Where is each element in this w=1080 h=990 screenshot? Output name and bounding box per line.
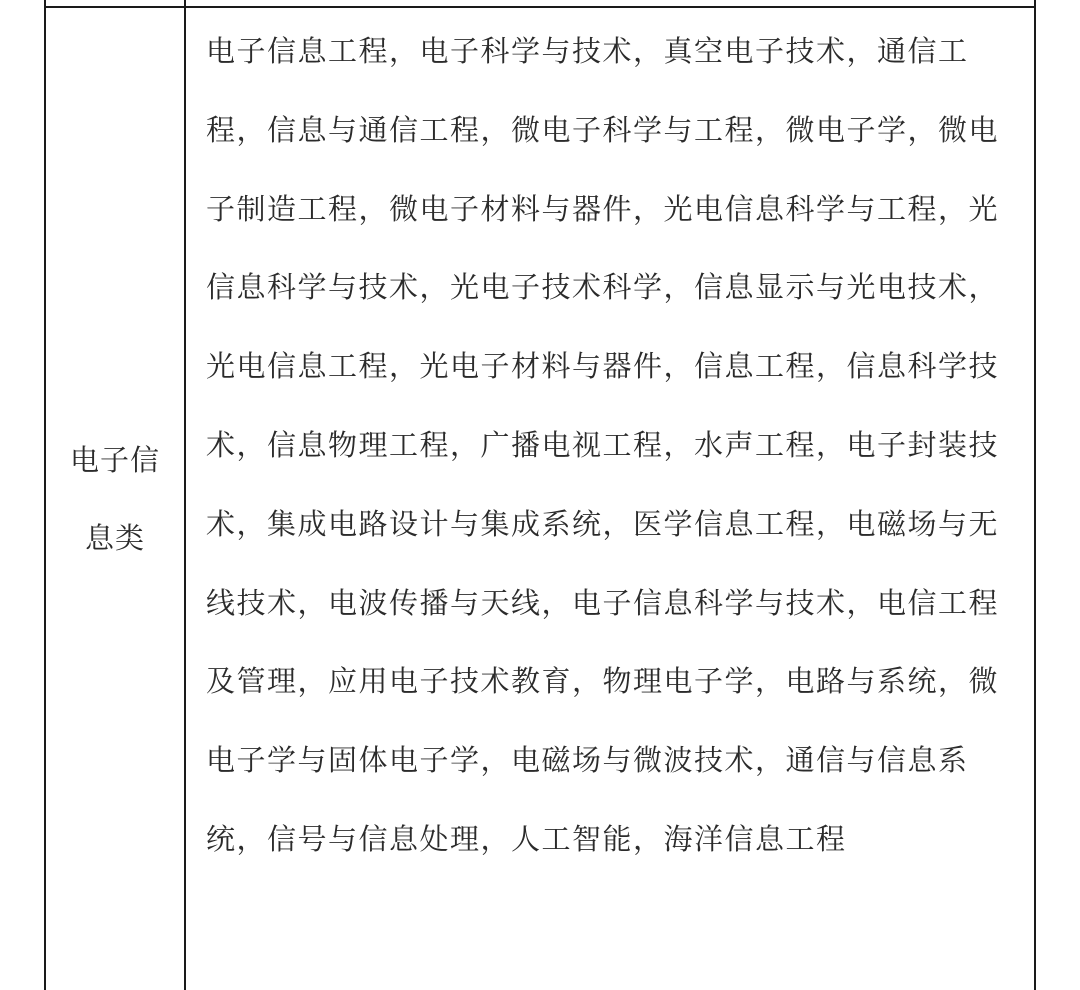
table-top-border [44,6,1036,8]
category-cell [46,8,184,990]
majors-cell [206,12,1026,982]
table-right-border [1034,0,1036,990]
category-label: 电子信息类 [69,443,160,555]
column-divider [184,0,186,990]
majors-list: 电子信息工程，电子科学与技术，真空电子技术，通信工程，信息与通信工程，微电子科学与工程，微电子学，微电子制造工程，微电子材料与器件，光电信息科学与工程，光信息科学与技术，光电子技术科学，信息显示与光电技术，光电信息工程，光电子材料与器件，信息工程，信息科学技术，信息物理工程，广播电视工程，水声工程，电子封装技术，集成电路设计与集成系统，医学信息工程，电磁场与无线技术，电波传播与天线，电子信息科学与技术，电信工程及管理，应用电子技术教育，物理电子学，电路与系统，微电子学与固体电子学，电磁场与微波技术，通信与信息系统，信号与信息处理，人工智能，海洋信息工程 [206,34,1000,856]
